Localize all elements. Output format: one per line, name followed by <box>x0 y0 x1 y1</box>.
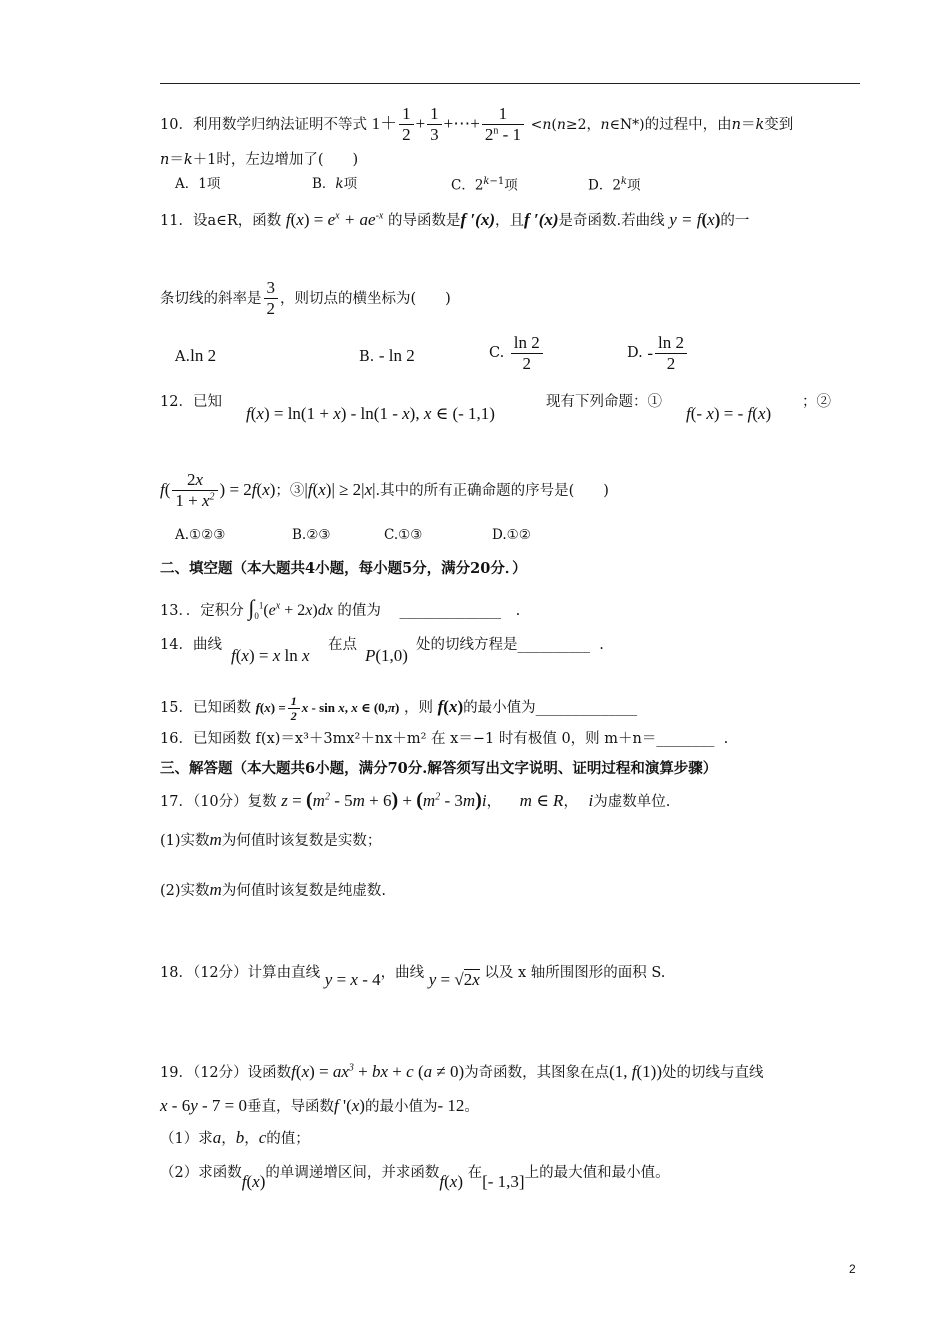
q11-function: $f(x) = e^x + ae^{-x}$ <box>285 210 384 229</box>
question-19: 19．（12分）设函数$f(x) = ax^3$ + bx + c (a ≠ 0)为奇函数，其图象在点(1, f(1))处的切线与直线 <box>160 1062 764 1081</box>
q14-blank[interactable]: __________ <box>517 637 590 653</box>
q12-prop3: |f(x)| ≥ 2|x| <box>304 479 376 499</box>
q11-mid: 的导函数是 <box>387 213 461 229</box>
page-number: 2 <box>849 1262 856 1276</box>
q11-option-c: C. $\frac{\ln 2}{2}$ <box>489 333 545 375</box>
q10-option-d: D．2$^k$项 <box>588 176 641 194</box>
q11-line2-post: ，则切点的横坐标为( ) <box>280 290 451 307</box>
question-18: 18．（12分）计算由直线 y = x - 4，曲线 y = √2x 以及 x 轴所围图形的面积 S. <box>160 965 666 989</box>
q15-f: f(x) <box>437 696 464 716</box>
q12-function: f(x) = ln(1 + x) - ln(1 - x), x ∈ (- 1,1) <box>246 404 495 423</box>
header-rule <box>160 83 860 84</box>
q10-option-b: B．k项 <box>312 176 358 192</box>
q11-derivative: f ′(x) <box>460 210 495 229</box>
q13-blank[interactable]: ______________ <box>399 603 502 619</box>
q12-line2 <box>160 470 609 512</box>
q12-prop1: f(- x) = - f(x) <box>686 404 772 423</box>
q10-line2: n＝k＋1时，左边增加了( ) <box>160 152 359 168</box>
q16-blank[interactable]: ________ <box>656 731 715 747</box>
q15-blank[interactable]: ______________ <box>535 699 638 716</box>
q16-text: 16．已知函数 f(x)＝x³＋3mx²＋nx＋m² 在 x＝−1 时有极值 0，则 m＋n＝ <box>160 731 657 747</box>
question-17: 17．（10分）复数 $z = (m^2 - 5m + 6) + (m^2 - 3m)i$， m ∈ R， i为虚数单位. <box>160 789 671 811</box>
q12-prop2: f( $\frac{2x}{1 + x^2}$ ) = 2f(x) <box>160 470 276 511</box>
q12-option-c: C.①③ <box>384 527 423 543</box>
q10-option-a: A．1项 <box>175 176 221 192</box>
q11-mid3: 是奇函数.若曲线 <box>558 213 665 229</box>
q14-function: f(x) = x ln x <box>231 646 310 665</box>
q11-line2 <box>160 278 451 320</box>
q17-complex: $z = (m^2 - 5m + 6) + (m^2 - 3m)i$ <box>281 789 487 811</box>
question-10: 10．利用数学归纳法证明不等式 1＋ $\frac{1}{2}$ + $\frac{1}{3}$ +⋯+ $\frac{1}{2^n - 1}$ <n(n≥2，n∈N*)的过程中，由n＝k变到 <box>160 104 794 145</box>
q10-intro: 利用数学归纳法证明不等式 <box>192 116 367 133</box>
q17-part2: (2)实数m为何值时该复数是纯虚数. <box>160 880 386 899</box>
q12-line2-post: .其中的所有正确命题的序号是( ) <box>375 482 609 499</box>
q11-option-a: A.ln 2 <box>175 346 217 365</box>
question-16: 16．已知函数 f(x)＝x³＋3mx²＋nx＋m² 在 x＝−1 时有极值 0，则 m＋n＝________ . <box>160 731 729 747</box>
q11-curve: y = f(x) <box>669 210 721 229</box>
q13-tail: 的值为 <box>337 603 381 619</box>
q11-option-b: B. - ln 2 <box>359 346 415 365</box>
q18-line: y = x - 4 <box>324 970 381 989</box>
q14-mid: 在点 <box>328 637 357 653</box>
q19-line-eq: x - 6y - 7 = 0 <box>160 1096 248 1115</box>
q11-option-d: D. - $\frac{\ln 2}{2}$ <box>627 333 689 375</box>
question-13 <box>160 595 520 622</box>
q13-integral: $\int_0^1(e^x + 2x)dx$ <box>248 595 333 622</box>
q12-option-b: B.②③ <box>292 527 331 543</box>
q15-function: f(x) = $\frac{1}{2}$ x - sin x, x ∈ (0,π) <box>255 694 400 724</box>
q19-line2: x - 6y - 7 = 0垂直，导函数f '(x)的最小值为- 12。 <box>160 1096 479 1115</box>
q11-number: 11． <box>160 213 193 229</box>
q17-i: i <box>588 791 594 810</box>
q13-end: . <box>515 603 521 619</box>
q12-number: 12．已知 <box>160 394 222 410</box>
q19-part1: （1）求a，b，c的值； <box>160 1128 310 1147</box>
section-2-heading: 二、填空题（本大题共4小题，每小题5分，满分20分．） <box>160 560 527 577</box>
q19-part2: （2）求函数f(x)的单调递增区间，并求函数f(x) 在[- 1,3]上的最大值和最小值。 <box>160 1165 670 1191</box>
q19-function: $f(x) = ax^3$ + bx + c (a ≠ 0) <box>291 1062 465 1081</box>
question-14: 14．曲线 <box>160 637 222 653</box>
q11-options <box>175 333 715 383</box>
q12-option-a: A.①②③ <box>175 527 226 543</box>
question-11 <box>160 210 749 230</box>
q18-curve: y = √2x <box>428 970 480 989</box>
q11-tail: 的一 <box>720 213 750 229</box>
q14-tail: 处的切线方程是__________ . <box>416 637 604 653</box>
q11-mid2: ，且 <box>495 213 524 229</box>
q10-tail: 的过程中，由 <box>644 116 732 133</box>
q11-slope: $\frac{3}{2}$ <box>264 278 279 320</box>
q11-derivative-2: f ′(x) <box>524 210 559 229</box>
q10-line2-pre: 变到 <box>764 116 794 133</box>
section-3-heading: 三、解答题（本大题共6小题，满分70分.解答须写出文字说明、证明过程和演算步骤） <box>160 760 718 777</box>
q12-mid2: ；② <box>802 394 831 410</box>
q11-line2-pre: 条切线的斜率是 <box>160 290 262 307</box>
q12-mid: 现有下列命题：① <box>546 394 662 410</box>
question-12-label <box>160 394 222 411</box>
q17-m-in-r: m ∈ R <box>519 791 564 810</box>
q10-inequality: 1＋ $\frac{1}{2}$ + $\frac{1}{3}$ +⋯+ $\frac{1}{2^n - 1}$ <box>372 114 526 133</box>
q11-intro: 设a∈R，函数 <box>192 213 282 229</box>
q12-option-d: D.①② <box>492 527 531 543</box>
q17-part1: (1)实数m为何值时该复数是实数； <box>160 830 382 849</box>
q10-option-c: C．$2^{k-1}$项 <box>451 176 518 194</box>
q19-point: (1, f(1)) <box>609 1062 662 1081</box>
q10-number: 10． <box>160 116 193 133</box>
q14-point: P(1,0) <box>365 646 408 665</box>
q12-circ3: ；③ <box>275 482 305 499</box>
q10-line2-text: 时，左边增加了( ) <box>216 152 359 168</box>
q13-number: 13．．定积分 <box>160 603 244 619</box>
question-15: 15．已知函数 f(x) = $\frac{1}{2}$ x - sin x, x ∈ (0,π) ，则 f(x)的最小值为______________ <box>160 694 638 724</box>
